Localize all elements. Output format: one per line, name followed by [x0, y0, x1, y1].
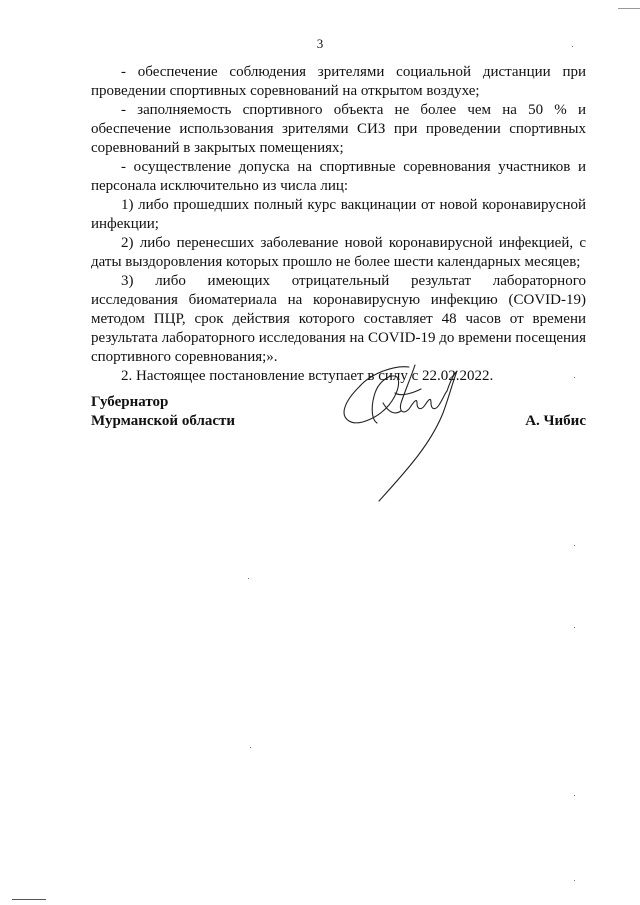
- scan-speck: [572, 46, 573, 47]
- signer-name: А. Чибис: [525, 413, 586, 429]
- scan-speck: [574, 545, 575, 546]
- handwritten-signature: [331, 363, 471, 513]
- paragraph-recovered: 2) либо перенесших заболевание новой коронавирусной инфекцией, с даты выздоровления которых прошло не более шести календарных месяцев;: [91, 235, 586, 270]
- scan-speck: [574, 377, 575, 378]
- document-body: [91, 63, 586, 386]
- signature-block: [91, 393, 586, 523]
- scan-speck: [574, 880, 575, 881]
- paragraph-admission: - осуществление допуска на спортивные соревнования участников и персонала исключительно из числа лиц:: [91, 159, 586, 194]
- signer-title-line-2: Мурманской области: [91, 413, 236, 429]
- signer-title-line-1: Губернатор: [91, 394, 169, 410]
- scan-speck: [574, 795, 575, 796]
- scan-speck: [250, 747, 251, 748]
- paragraph-social-distance: - обеспечение соблюдения зрителями социальной дистанции при проведении спортивных соревнований на открытом воздухе;: [91, 64, 586, 99]
- signer-title: [91, 393, 235, 431]
- paragraph-occupancy: - заполняемость спортивного объекта не более чем на 50 % и обеспечение использования зрителями СИЗ при проведении спортивных соревнований в закрытых помещениях;: [91, 102, 586, 156]
- scan-edge-mark: [12, 899, 46, 900]
- scan-speck: [574, 627, 575, 628]
- scan-speck: [248, 578, 249, 579]
- paragraph-effective-date: 2. Настоящее постановление вступает в силу с 22.02.2022.: [121, 368, 494, 384]
- paragraph-vaccinated: 1) либо прошедших полный курс вакцинации от новой коронавирусной инфекции;: [91, 197, 586, 232]
- scan-mark: [618, 8, 640, 9]
- paragraph-pcr-test: 3) либо имеющих отрицательный результат лабораторного исследования биоматериала на коронавирусную инфекцию (COVID-19) методом ПЦР, срок действия которого составляет 48 часов от времени результата лабораторного исследования на COVID-19 до времени посещения спортивного соревнования;».: [91, 273, 586, 365]
- page-number: 3: [316, 36, 324, 51]
